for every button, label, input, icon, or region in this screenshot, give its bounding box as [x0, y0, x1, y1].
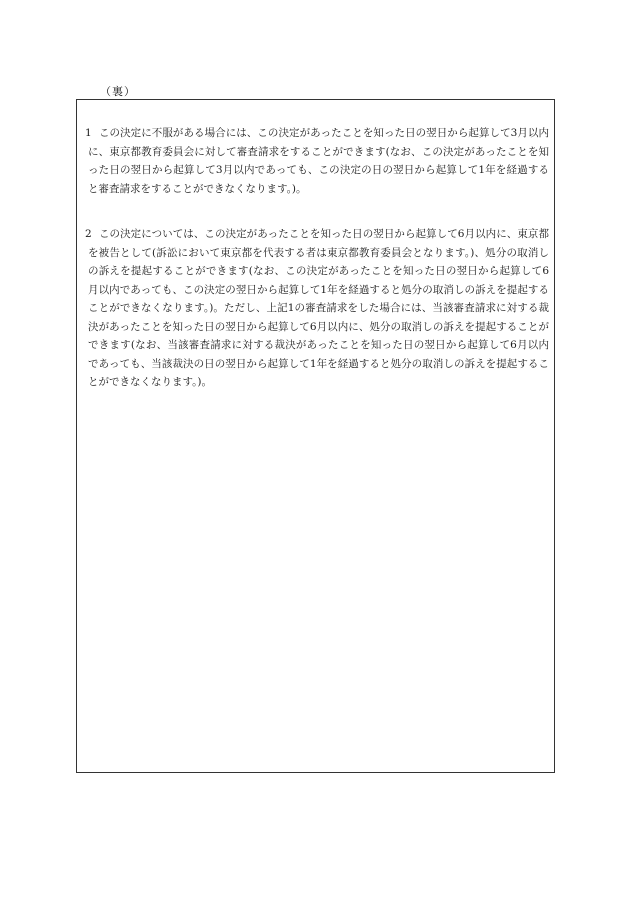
notice-item-2	[85, 225, 549, 392]
notice-box	[76, 99, 555, 773]
item-text: この決定に不服がある場合には、この決定があったことを知った日の翌日から起算して3月以内に、東京都教育委員会に対して審査請求をすることができます(なお、この決定があったことを知った日の翌日から起算して3月以内であっても、この決定の日の翌日から起算して1年を経過すると審査請求をすることができなくなります。)。	[88, 127, 549, 195]
item-text: この決定については、この決定があったことを知った日の翌日から起算して6月以内に、東京都を被告として(訴訟において東京都を代表する者は東京都教育委員会となります。)、処分の取消しの訴えを提起することができます(なお、この決定があったことを知った日の翌日から起算して6月以内であっても、この決定の翌日から起算して1年を経過すると処分の取消しの訴えを提起することができなくなります。)。ただし、上記1の審査請求をした場合には、当該審査請求に対する裁決があったことを知った日の翌日から起算して6月以内に、処分の取消しの訴えを提起することができます(なお、当該審査請求に対する裁決があったことを知った日の翌日から起算して6月以内であっても、当該裁決の日の翌日から起算して1年を経過すると処分の取消しの訴えを提起することができなくなります。)。	[88, 228, 549, 388]
page-side-label: （裏）	[100, 85, 136, 98]
notice-item-1	[85, 124, 549, 198]
item-number: 2	[85, 228, 92, 240]
item-number: 1	[85, 127, 92, 139]
